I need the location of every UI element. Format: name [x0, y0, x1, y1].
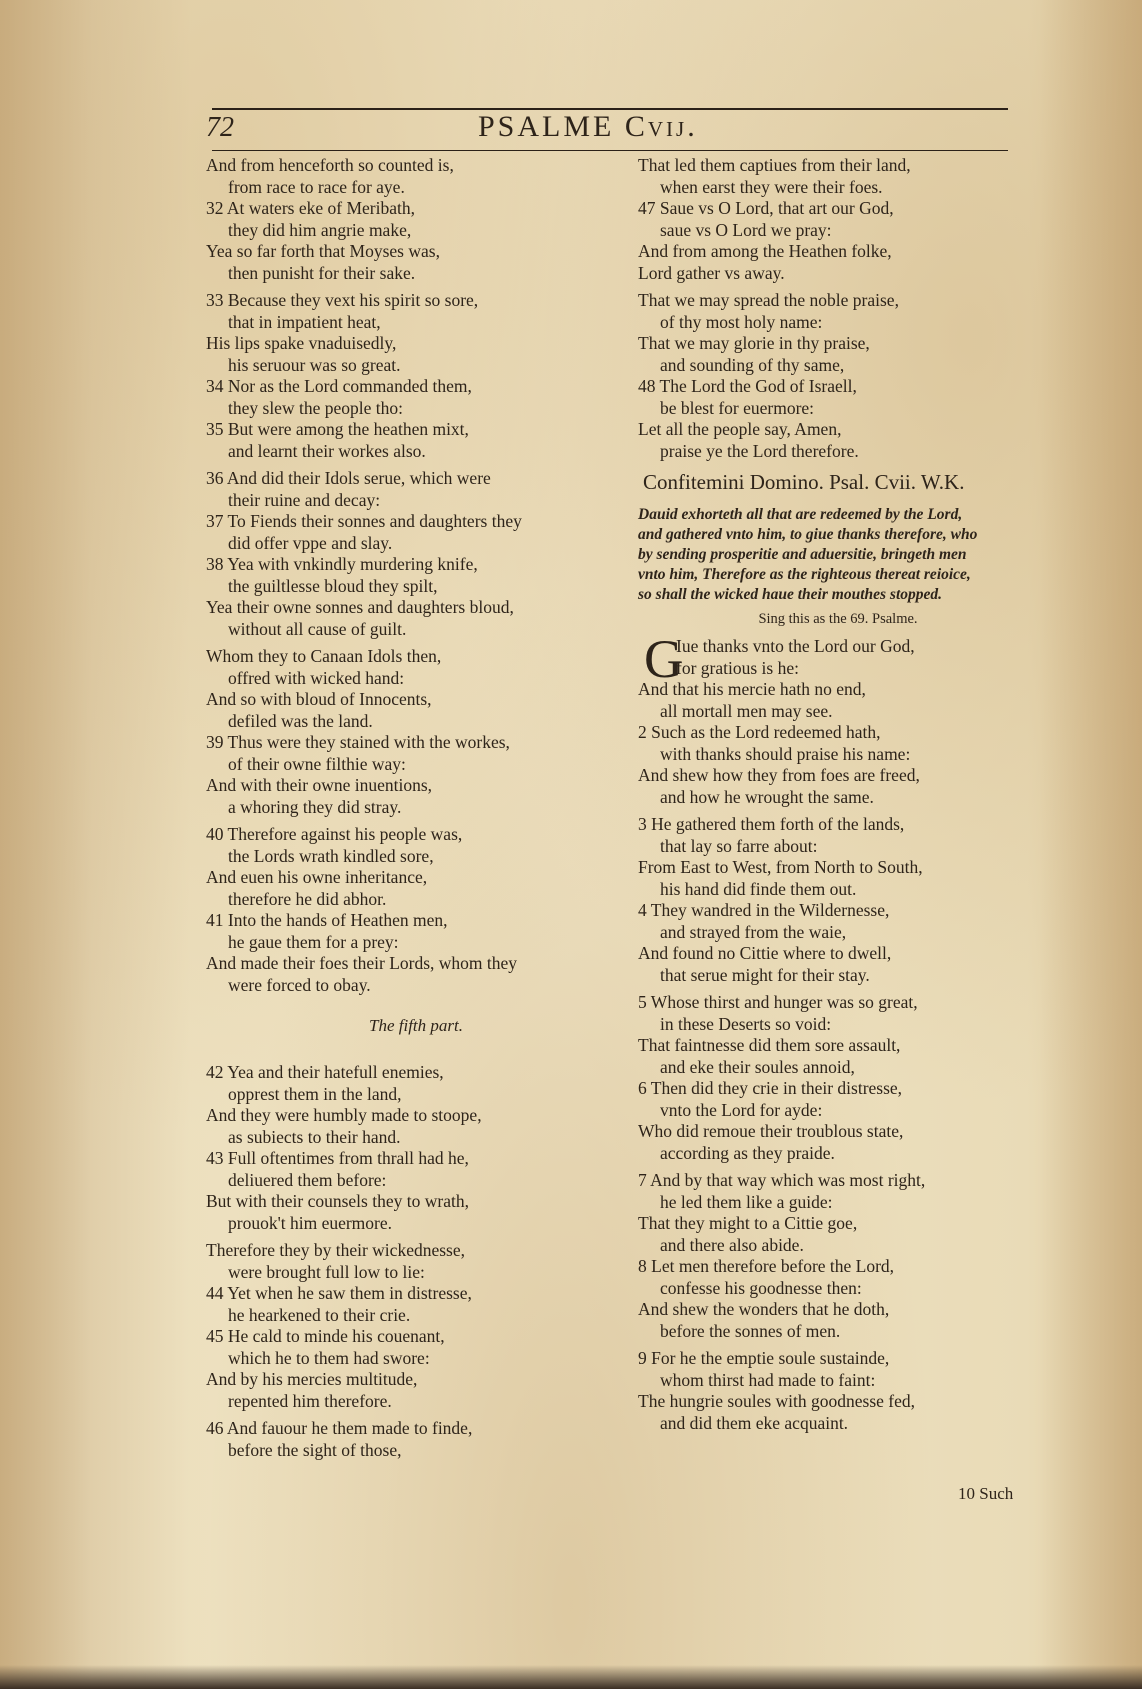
stanza [638, 290, 1038, 462]
verse-line: in these Deserts so void: [660, 1013, 832, 1034]
verse-line: and how he wrought the same. [660, 786, 874, 807]
verse-line: opprest them in the land, [228, 1083, 402, 1104]
verse-line: 9 For he the emptie soule sustainde, [638, 1348, 890, 1368]
verse-line: and sounding of thy same, [660, 354, 845, 375]
verse-line: 37 To Fiends their sonnes and daughters they [206, 511, 522, 531]
verse-line: a whoring they did stray. [228, 796, 402, 817]
argument-line: and gathered vnto him, to giue thanks therefore, who [638, 526, 978, 543]
verse-line: praise ye the Lord therefore. [660, 440, 859, 461]
page-stain-right [1040, 0, 1142, 1689]
verse-line: Who did remoue their troublous state, [638, 1121, 904, 1141]
verse-line: his hand did finde them out. [660, 878, 857, 899]
first-stanza [638, 629, 1038, 808]
verse-line: 4 They wandred in the Wildernesse, [638, 900, 890, 920]
verse-line: 41 Into the hands of Heathen men, [206, 910, 448, 930]
verse-line: Whom they to Canaan Idols then, [206, 646, 442, 666]
stanza [206, 1418, 626, 1461]
verse-line: repented him therefore. [228, 1390, 392, 1411]
verse-line: did offer vppe and slay. [228, 532, 393, 553]
verse-line: and eke their soules annoid, [660, 1056, 855, 1077]
catchword: 10 Such [958, 1484, 1014, 1503]
verse-line: 46 And fauour he them made to finde, [206, 1418, 473, 1438]
verse-line: offred with wicked hand: [228, 667, 405, 688]
drop-cap: G [644, 629, 683, 689]
verse-line: 2 Such as the Lord redeemed hath, [638, 722, 881, 742]
verse-line: he gaue them for a prey: [228, 931, 399, 952]
verse-line: deliuered them before: [228, 1169, 387, 1190]
page-stain-left [0, 0, 190, 1689]
verse-line: And shew the wonders that he doth, [638, 1299, 890, 1319]
verse-line: be blest for euermore: [660, 397, 815, 418]
header-rule-bottom [212, 150, 1008, 151]
verse-line: And they were humbly made to stoope, [206, 1105, 482, 1125]
verse-line: and strayed from the waie, [660, 921, 847, 942]
verse-line: 48 The Lord the God of Israell, [638, 376, 857, 396]
verse-line: his seruour was so great. [228, 354, 401, 375]
verse-line: saue vs O Lord we pray: [660, 219, 832, 240]
verse-line: were brought full low to lie: [228, 1261, 425, 1282]
verse-line: that serue might for their stay. [660, 964, 870, 985]
verse-line: whom thirst had made to faint: [660, 1369, 876, 1390]
verse-line: From East to West, from North to South, [638, 857, 923, 877]
verse-line: That led them captiues from their land, [638, 155, 911, 175]
verse-line: then punisht for their sake. [228, 262, 416, 283]
argument-line: Dauid exhorteth all that are redeemed by the Lord, [638, 506, 963, 523]
verse-line: their ruine and decay: [228, 489, 381, 510]
left-column [206, 155, 626, 1467]
page-number: 72 [206, 112, 234, 143]
verse-line: 43 Full oftentimes from thrall had he, [206, 1148, 469, 1168]
stanza [206, 1240, 626, 1412]
verse-line: 34 Nor as the Lord commanded them, [206, 376, 472, 396]
verse-line: Let all the people say, Amen, [638, 419, 842, 439]
verse-line: defiled was the land. [228, 710, 373, 731]
verse-line: and learnt their workes also. [228, 440, 426, 461]
right-stanzas-after [638, 814, 1038, 1434]
verse-line: for gratious is he: [676, 657, 799, 678]
verse-line: And euen his owne inheritance, [206, 867, 428, 887]
first-stanza-lines [638, 629, 1038, 808]
verse-line: 38 Yea with vnkindly murdering knife, [206, 554, 478, 574]
verse-line: according as they praide. [660, 1142, 835, 1163]
stanza [638, 814, 1038, 986]
psalm-argument [638, 505, 1038, 605]
verse-line: 39 Thus were they stained with the workes, [206, 732, 510, 752]
verse-line: Lord gather vs away. [638, 262, 785, 283]
verse-line: And made their foes their Lords, whom they [206, 953, 518, 973]
verse-line: His lips spake vnaduisedly, [206, 333, 397, 353]
verse-line: 33 Because they vext his spirit so sore, [206, 290, 479, 310]
verse-line: And from henceforth so counted is, [206, 155, 454, 175]
verse-line: all mortall men may see. [660, 700, 833, 721]
verse-line: That faintnesse did them sore assault, [638, 1035, 901, 1055]
verse-line: 3 He gathered them forth of the lands, [638, 814, 905, 834]
verse-line: 7 And by that way which was most right, [638, 1170, 926, 1190]
verse-line: from race to race for aye. [228, 176, 405, 197]
stanza [638, 992, 1038, 1164]
verse-line: with thanks should praise his name: [660, 743, 911, 764]
running-head: PSALME Cvij. [478, 110, 698, 143]
verse-line: Yea so far forth that Moyses was, [206, 241, 440, 261]
verse-line: and there also abide. [660, 1234, 804, 1255]
page-bottom-edge [0, 1665, 1142, 1689]
verse-line: of thy most holy name: [660, 311, 823, 332]
verse-line: they did him angrie make, [228, 219, 412, 240]
verse-line: 40 Therefore against his people was, [206, 824, 463, 844]
verse-line: 36 And did their Idols serue, which were [206, 468, 491, 488]
verse-line: 42 Yea and their hatefull enemies, [206, 1062, 444, 1082]
verse-line: prouok't him euermore. [228, 1212, 393, 1233]
verse-line: The hungrie soules with goodnesse fed, [638, 1391, 916, 1411]
verse-line: But with their counsels they to wrath, [206, 1191, 469, 1211]
verse-line: and did them eke acquaint. [660, 1412, 849, 1433]
verse-line: 45 He cald to minde his couenant, [206, 1326, 445, 1346]
left-stanzas-before [206, 155, 626, 996]
stanza [638, 155, 1038, 284]
verse-line: therefore he did abhor. [228, 888, 387, 909]
argument-line: so shall the wicked haue their mouthes stopped. [638, 586, 943, 603]
verse-line: 35 But were among the heathen mixt, [206, 419, 469, 439]
verse-line: before the sonnes of men. [660, 1320, 841, 1341]
verse-line: were forced to obay. [228, 974, 371, 995]
verse-line: Iue thanks vnto the Lord our God, [676, 636, 915, 656]
stanza [206, 1062, 626, 1234]
verse-line: 6 Then did they crie in their distresse, [638, 1078, 903, 1098]
argument-line: by sending prosperitie and aduersitie, bringeth men [638, 546, 967, 563]
verse-line: he led them like a guide: [660, 1191, 833, 1212]
verse-line: 8 Let men therefore before the Lord, [638, 1256, 895, 1276]
verse-line: as subiects to their hand. [228, 1126, 401, 1147]
verse-line: confesse his goodnesse then: [660, 1277, 862, 1298]
verse-line: 5 Whose thirst and hunger was so great, [638, 992, 918, 1012]
verse-line: And found no Cittie where to dwell, [638, 943, 892, 963]
verse-line: vnto the Lord for ayde: [660, 1099, 823, 1120]
verse-line: before the sight of those, [228, 1439, 402, 1460]
verse-line: 44 Yet when he saw them in distresse, [206, 1283, 472, 1303]
verse-line: of their owne filthie way: [228, 753, 406, 774]
verse-line: 47 Saue vs O Lord, that art our God, [638, 198, 894, 218]
verse-line: when earst they were their foes. [660, 176, 883, 197]
verse-line: they slew the people tho: [228, 397, 403, 418]
verse-line: And shew how they from foes are freed, [638, 765, 920, 785]
verse-line: And by his mercies multitude, [206, 1369, 418, 1389]
verse-line: That we may spread the noble praise, [638, 290, 899, 310]
right-stanzas-before [638, 155, 1038, 462]
verse-line: which he to them had swore: [228, 1347, 430, 1368]
verse-line: without all cause of guilt. [228, 618, 407, 639]
stanza [206, 646, 626, 818]
verse-line: That we may glorie in thy praise, [638, 333, 870, 353]
stanza [206, 824, 626, 996]
verse-line: the guiltlesse bloud they spilt, [228, 575, 438, 596]
tune-direction: Sing this as the 69. Psalme. [758, 611, 918, 627]
verse-line: he hearkened to their crie. [228, 1304, 411, 1325]
argument-line: vnto him, Therefore as the righteous thereat reioice, [638, 566, 971, 583]
right-column [638, 155, 1038, 1440]
stanza [206, 290, 626, 462]
stanza [206, 468, 626, 640]
verse-line: And with their owne inuentions, [206, 775, 433, 795]
verse-line: Therefore they by their wickednesse, [206, 1240, 465, 1260]
psalm-title: Confitemini Domino. Psal. Cvii. W.K. [643, 470, 965, 494]
verse-line: That they might to a Cittie goe, [638, 1213, 858, 1233]
part-heading: The fifth part. [369, 1016, 463, 1035]
stanza [206, 155, 626, 284]
verse-line: And from among the Heathen folke, [638, 241, 892, 261]
verse-line: that in impatient heat, [228, 311, 381, 332]
verse-line: 32 At waters eke of Meribath, [206, 198, 415, 218]
verse-line: Yea their owne sonnes and daughters bloud, [206, 597, 514, 617]
stanza [638, 1348, 1038, 1434]
verse-line: And that his mercie hath no end, [638, 679, 866, 699]
verse-line: the Lords wrath kindled sore, [228, 845, 434, 866]
verse-line: that lay so farre about: [660, 835, 818, 856]
left-stanzas-after [206, 1062, 626, 1461]
stanza [638, 1170, 1038, 1342]
verse-line: And so with bloud of Innocents, [206, 689, 432, 709]
